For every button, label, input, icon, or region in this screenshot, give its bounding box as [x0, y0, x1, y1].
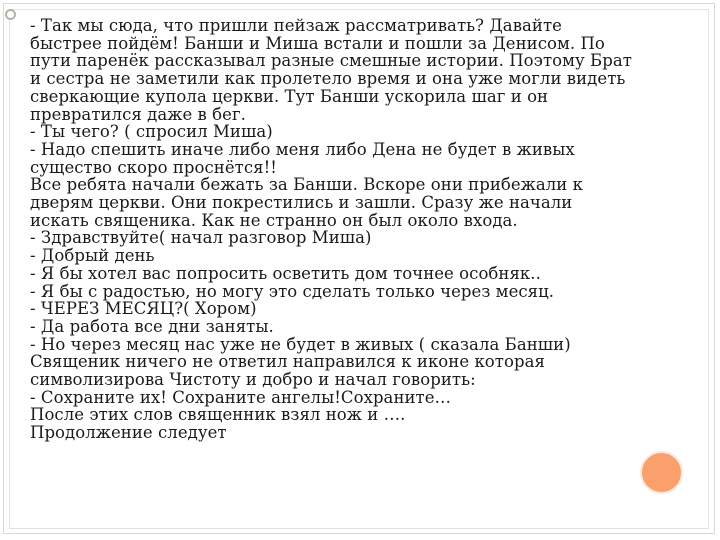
text-line: быстрее пойдём! Банши и Миша встали и пошли за Денисом. По	[30, 33, 605, 53]
text-line: - Добрый день	[30, 246, 155, 266]
text-line: Священик ничего не ответил направился к иконе которая	[30, 352, 545, 372]
text-line: существо скоро проснётся!!	[30, 157, 277, 177]
text-line: После этих слов священник взял нож и ….	[30, 405, 406, 425]
text-line: - Здравствуйте( начал разговор Миша)	[30, 228, 372, 248]
text-line: Продолжение следует	[30, 423, 227, 443]
text-line: - Я бы с радостью, но могу это сделать только через месяц.	[30, 281, 555, 301]
text-line: - Я бы хотел вас попросить осветить дом точнее особняк..	[30, 263, 541, 283]
text-line: сверкающие купола церкви. Тут Банши ускорила шаг и он	[30, 86, 549, 106]
text-line: дверям церкви. Они покрестились и зашли. Сразу же начали	[30, 193, 573, 213]
orange-circle-icon	[640, 451, 683, 494]
text-line: - Надо спешить иначе либо меня либо Дена не будет в живых	[30, 139, 575, 159]
text-line: - Ты чего? ( спросил Миша)	[30, 122, 273, 142]
text-line: - Да работа все дни заняты.	[30, 316, 274, 336]
text-line: пути паренёк рассказывал разные смешные истории. Поэтому Брат	[30, 51, 632, 71]
text-line: и сестра не заметили как пролетело время и она уже могли видеть	[30, 69, 626, 89]
text-line: - Но через месяц нас уже не будет в живых ( сказала Банши)	[30, 334, 571, 354]
text-line: - Так мы сюда, что пришли пейзаж рассматривать? Давайте	[30, 16, 562, 35]
text-line: превратился даже в бег.	[30, 104, 246, 124]
ring-bullet-icon	[5, 9, 16, 20]
slide-text-body	[30, 17, 695, 442]
text-line: - ЧЕРЕЗ МЕСЯЦ?( Хором)	[30, 299, 257, 319]
text-line: символизирова Чистоту и добро и начал говорить:	[30, 370, 476, 390]
text-line: Все ребята начали бежать за Банши. Вскоре они прибежали к	[30, 175, 584, 195]
text-line: - Сохраните их! Сохраните ангелы!Сохраните…	[30, 387, 452, 407]
text-line: искать священика. Как не странно он был около входа.	[30, 210, 518, 230]
